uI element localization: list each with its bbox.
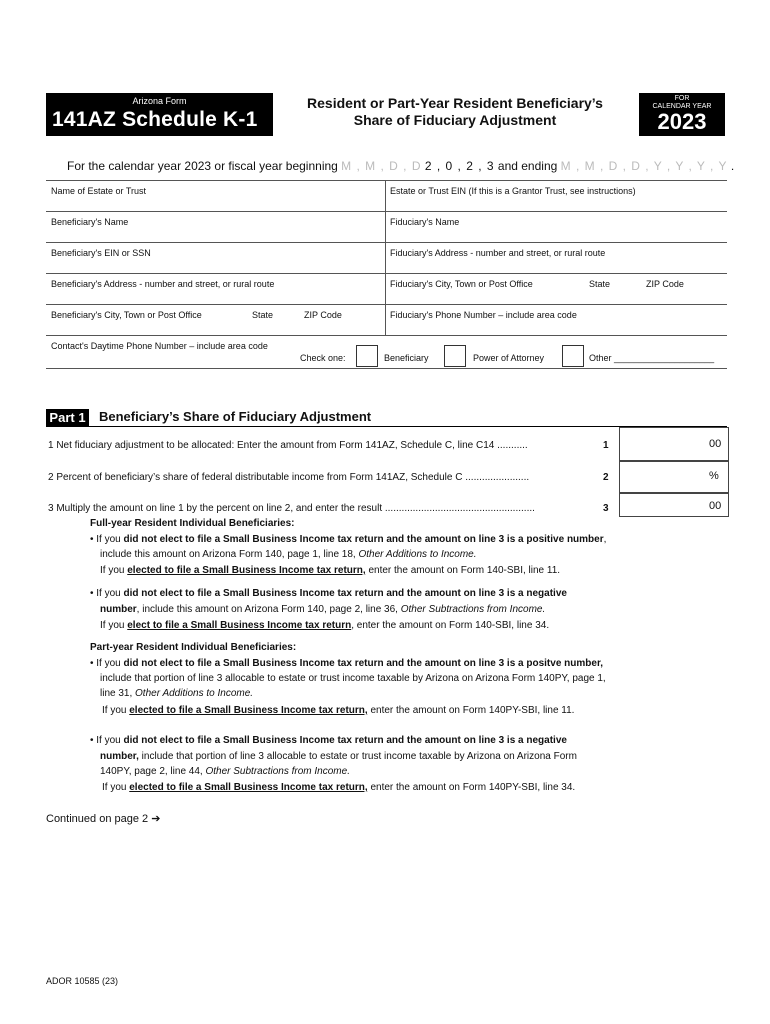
- continued-note: Continued on page 2 ➔: [46, 813, 161, 825]
- poa-option-label: Power of Attorney: [473, 353, 545, 363]
- form-title-line2: Share of Fiduciary Adjustment: [353, 112, 557, 128]
- line2-text: 2 Percent of beneficiary’s share of federal distributable income from Form 141AZ, Schedule C .......................: [48, 472, 530, 483]
- form-title: [280, 95, 630, 129]
- contact-phone-field[interactable]: Contact's Daytime Phone Number – include area code: [51, 341, 268, 351]
- full-year-bullet2: • If you did not elect to file a Small Business Income tax return and the amount on line 3 is a negative: [90, 588, 567, 599]
- beneficiary-checkbox[interactable]: [356, 345, 378, 367]
- part-year-bullet2: • If you did not elect to file a Small Business Income tax return and the amount on line 3 is a negative: [90, 735, 567, 746]
- form-name: 141AZ Schedule K-1: [52, 108, 258, 131]
- end-date-input[interactable]: M , M , D , D , Y , Y , Y , Y: [560, 159, 728, 173]
- form-title-line1: Resident or Part-Year Resident Beneficiary’s: [307, 95, 603, 111]
- line3-number: 3: [603, 503, 609, 514]
- estate-ein-field[interactable]: Estate or Trust EIN (If this is a Grantor Trust, see instructions): [390, 186, 636, 196]
- fiduciary-state-field[interactable]: State: [589, 279, 611, 289]
- full-year-heading: Full-year Resident Individual Beneficiaries:: [90, 518, 295, 529]
- line3-text: 3 Multiply the amount on line 1 by the percent on line 2, and enter the result ......................................................: [48, 503, 535, 514]
- line1-text: 1 Net fiduciary adjustment to be allocated: Enter the amount from Form 141AZ, Schedule C, line C14 ...........: [48, 440, 528, 451]
- line1-suffix: 00: [709, 438, 722, 450]
- part1-label: Part 1: [46, 409, 89, 426]
- begin-year-input[interactable]: 2 , 0 , 2 , 3: [424, 159, 495, 173]
- part-year-bullet1: • If you did not elect to file a Small Business Income tax return and the amount on line 3 is a positve number,: [90, 658, 604, 669]
- part-year-heading: Part-year Resident Individual Beneficiaries:: [90, 642, 297, 653]
- line3-suffix: 00: [709, 500, 722, 512]
- form-id-block: [46, 93, 273, 136]
- form-footer-code: ADOR 10585 (23): [46, 976, 119, 986]
- poa-checkbox[interactable]: [444, 345, 466, 367]
- ending-label: and ending: [497, 159, 558, 173]
- beneficiary-address-field[interactable]: Beneficiary's Address - number and street, or rural route: [51, 279, 275, 289]
- check-one-label: Check one:: [300, 353, 346, 363]
- year-block: [639, 93, 725, 136]
- line2-suffix: %: [709, 470, 719, 482]
- beneficiary-option-label: Beneficiary: [384, 353, 429, 363]
- fiduciary-zip-field[interactable]: ZIP Code: [646, 279, 684, 289]
- beneficiary-ein-field[interactable]: Beneficiary's EIN or SSN: [51, 248, 151, 258]
- tax-year: 2023: [657, 109, 707, 134]
- form-label: Arizona Form: [132, 96, 187, 106]
- beneficiary-city-field[interactable]: Beneficiary's City, Town or Post Office: [51, 310, 202, 320]
- line2-number: 2: [603, 472, 609, 483]
- line1-number: 1: [603, 440, 609, 451]
- beneficiary-name-field[interactable]: Beneficiary's Name: [51, 217, 129, 227]
- fiduciary-address-field[interactable]: Fiduciary's Address - number and street, or rural route: [390, 248, 606, 258]
- begin-date-input[interactable]: M , M , D , D: [341, 159, 422, 173]
- calendar-year-label: CALENDAR YEAR: [652, 103, 712, 110]
- for-label: FOR: [674, 95, 690, 102]
- fiscal-year-line: [67, 159, 734, 173]
- fiduciary-phone-field[interactable]: Fiduciary's Phone Number – include area code: [390, 310, 577, 320]
- fiduciary-name-field[interactable]: Fiduciary's Name: [390, 217, 460, 227]
- fiduciary-city-field[interactable]: Fiduciary's City, Town or Post Office: [390, 279, 533, 289]
- fiscal-text: For the calendar year 2023 or fiscal year beginning: [67, 159, 338, 173]
- fiscal-period: .: [730, 159, 735, 173]
- estate-name-field[interactable]: Name of Estate or Trust: [51, 186, 147, 196]
- other-checkbox[interactable]: [562, 345, 584, 367]
- beneficiary-zip-field[interactable]: ZIP Code: [304, 310, 342, 320]
- beneficiary-state-field[interactable]: State: [252, 310, 274, 320]
- full-year-bullet1: • If you did not elect to file a Small Business Income tax return and the amount on line 3 is a positive number,: [90, 534, 607, 545]
- part1-title: Beneficiary’s Share of Fiduciary Adjustment: [99, 409, 372, 424]
- other-option-label[interactable]: Other ____________________: [589, 353, 715, 363]
